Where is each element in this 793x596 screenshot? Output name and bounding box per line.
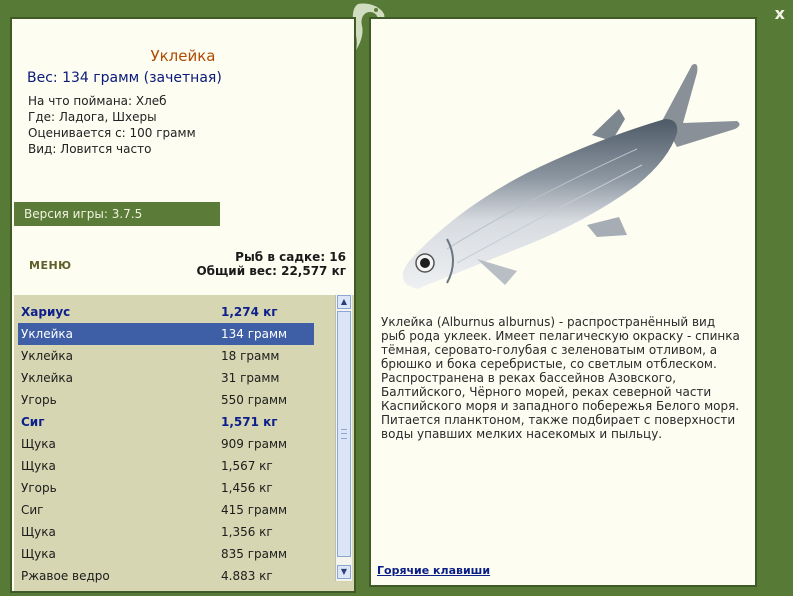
scroll-grip xyxy=(341,429,347,439)
close-icon[interactable]: x xyxy=(774,4,785,23)
list-item[interactable]: Ржавое ведро 4.883 кг xyxy=(21,569,273,583)
list-item[interactable]: Сиг 415 грамм xyxy=(21,503,288,517)
list-item[interactable]: Угорь 550 грамм xyxy=(21,393,288,407)
valued-info: Оценивается с: 100 грамм xyxy=(28,126,196,140)
close-button[interactable] xyxy=(775,4,785,23)
scroll-down-icon[interactable]: ▼ xyxy=(337,565,351,579)
list-item[interactable]: Щука 1,356 кг xyxy=(21,525,273,539)
fish-detail-panel xyxy=(369,17,757,587)
list-item[interactable]: Щука 1,567 кг xyxy=(21,459,273,473)
list-item[interactable]: Уклейка 18 грамм xyxy=(21,349,280,363)
net-count: Рыб в садке: 16 xyxy=(235,250,346,264)
list-item[interactable]: Угорь 1,456 кг xyxy=(21,481,273,495)
fish-name: Уклейка xyxy=(150,47,216,65)
menu-button[interactable]: МЕНЮ xyxy=(29,259,72,272)
catch-list[interactable] xyxy=(14,295,354,593)
list-item[interactable]: Щука 835 грамм xyxy=(21,547,288,561)
fish-description: Уклейка (Alburnus alburnus) - распространённый вид рыб рода уклеек. Имеет пелагическую окраску - спинка тёмная, серовато-голубая с зеленоватым отливом, а брюшко и бока серебристые, со светлым отблеском. Распространена в реках бассейнов Азовского, Балтийского, Чёрного морей, реках северной части Каспийского моря и западного побережья Белого моря. Питается планктоном, также подбирает с поверхности воды упавших мелких насекомых и пыльцу. xyxy=(381,315,740,441)
list-item[interactable]: Уклейка 31 грамм xyxy=(21,371,280,385)
location-info: Где: Ладога, Шхеры xyxy=(28,110,157,124)
type-info: Вид: Ловится часто xyxy=(28,142,152,156)
scroll-thumb[interactable] xyxy=(337,311,351,557)
fish-image xyxy=(387,49,742,289)
list-item[interactable]: Щука 909 грамм xyxy=(21,437,288,451)
list-item[interactable]: Хариус 1,274 кг xyxy=(21,305,278,319)
hotkeys-link[interactable]: Горячие клавиши xyxy=(377,564,491,577)
scroll-up-icon[interactable]: ▲ xyxy=(337,295,351,309)
bait-info: На что поймана: Хлеб xyxy=(28,94,167,108)
fish-weight: Вес: 134 грамм (зачетная) xyxy=(27,70,222,86)
version-bar: Версия игры: 3.7.5 xyxy=(14,202,220,226)
list-item[interactable]: Сиг 1,571 кг xyxy=(21,415,278,429)
list-scrollbar[interactable] xyxy=(335,295,352,581)
catch-info-panel xyxy=(10,17,356,593)
net-total-weight: Общий вес: 22,577 кг xyxy=(196,264,346,278)
list-item-selected[interactable]: Уклейка 134 грамм xyxy=(18,323,314,345)
